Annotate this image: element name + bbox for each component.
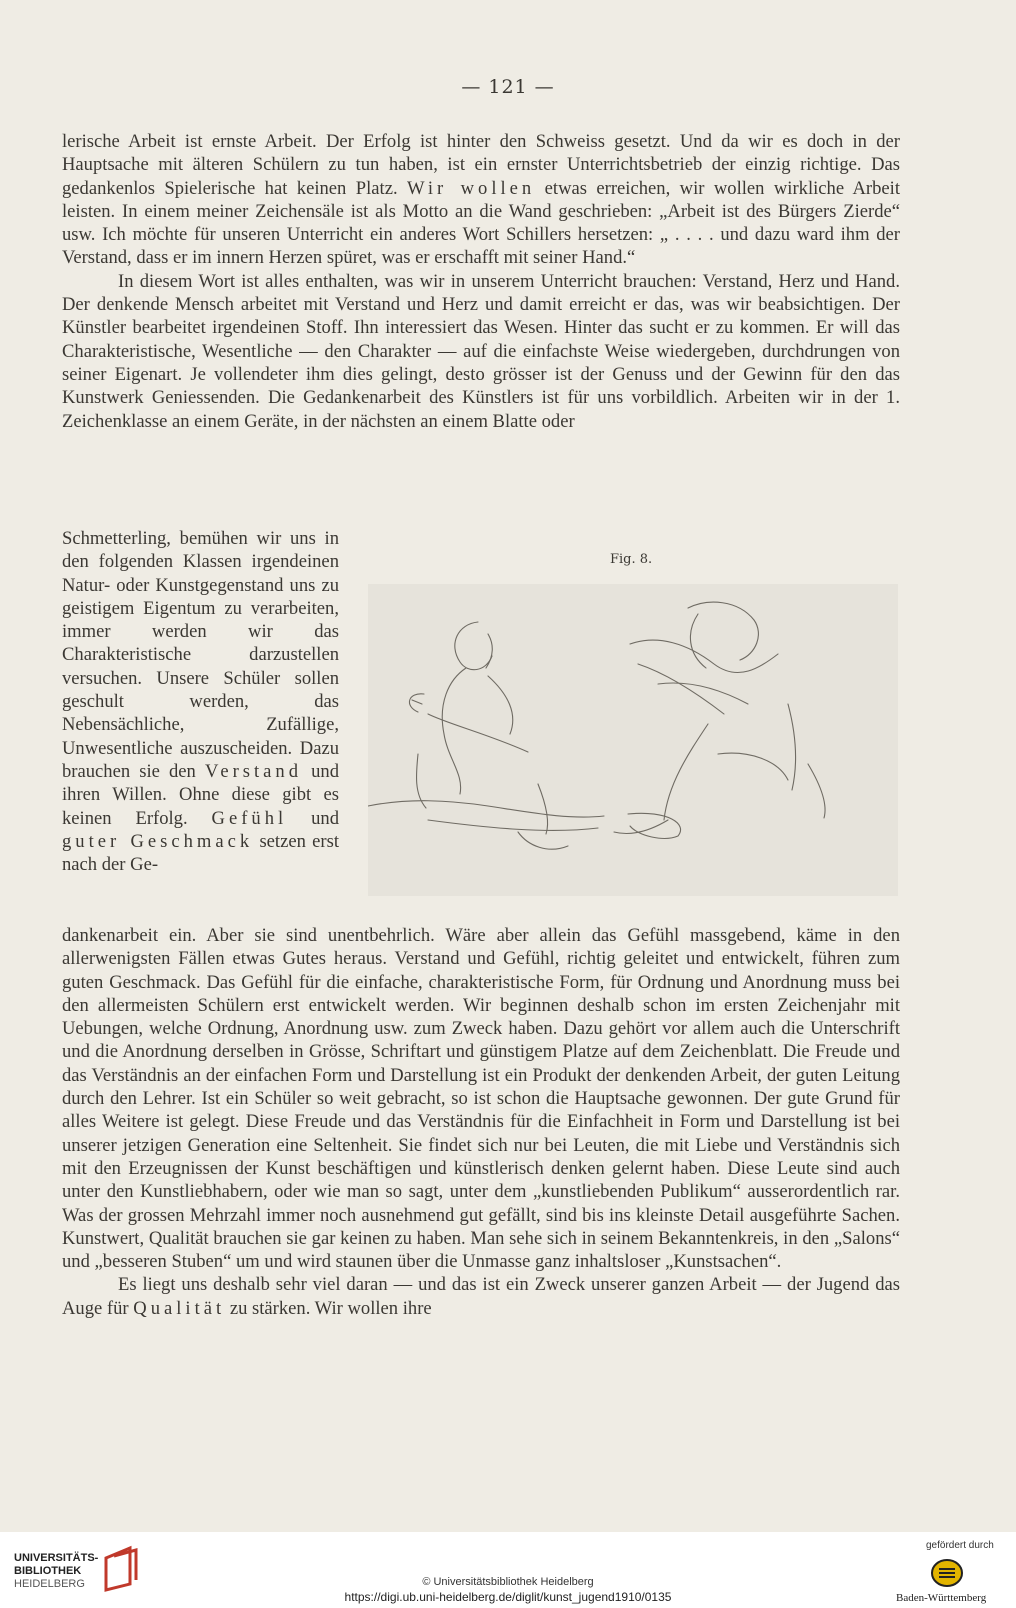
narrow-text-c: und xyxy=(311,807,339,829)
paragraph-1-cont: etwas erreichen, wir wollen wirkliche Arbeit leisten. In einem meiner Zeichensäle ist als Motto an die Wand geschrieben: „Arbeit ist des Bürgers Zierde“ usw. Ich möchte für unseren Unterricht ein anderes Wort Schillers hersetzen: „ . . . . und dazu ward ihm der Verstand, dass er im innern Herzen spüret, was er erschafft mit seiner Hand.“ xyxy=(62,177,900,269)
narrow-text-b: und ihren Willen. Ohne diese gibt es keinen Erfolg. xyxy=(62,760,340,829)
paragraph-3: dankenarbeit ein. Aber sie sind unentbehrlich. Wäre aber allein das Gefühl massgebend, käme in den allerwenigsten Fällen etwas Gutes heraus. Verstand und Gefühl, richtig geleitet und entwickelt, führen zum guten Geschmack. Das Gefühl für die einfache, charakteristische Form, für Ordnung und Anordnung muss bei den allermeisten Schülern erst entwickelt werden. Wir beginnen deshalb schon im ersten Zeichenjahr mit Uebungen, welche Ordnung, Anordnung usw. zum Zweck haben. Dazu gehört vor allem auch die Unterschrift und die Anordnung derselben in Grösse, Schriftart und günstigem Platze auf dem Zeichenblatt. Die Freude und das Verständnis an der einfachen Form und Darstellung ist ein Produkt der denkenden Arbeit, der guten Leitung durch den Lehrer. Ist ein Schüler so weit gebracht, so ist schon die Hauptsache gewonnen. Der gute Grund für alles Weitere ist gelegt. Diese Freude und das Verständnis für die Einfachheit in Form und Darstellung ist bei unserer jetzigen Generation eine Seltenheit. Sie findet sich nur bei Leuten, die mit Liebe und Verständnis sich mit den Erzeugnissen der Kunst beschäftigen und künstlerisch denken gelernt haben. Diese Leute sind auch unter den Kunstliebhabern, oder wie man so sagt, unter dem „kunstliebenden Publikum“ ausserordentlich rar. Was der grossen Mehrzahl immer noch ausnehmend gut gefällt, sind bis ins kleinste Detail ausgeführte Sachen. Kunstwert, Qualität brauchen sie gar keinen zu haben. Man sehe sich in seinem Bekanntenkreis, in den „Salons“ und „besseren Stuben“ um und wird staunen über die Unmasse ganz inhaltsloser „Kunstsachen“. xyxy=(62,925,900,1273)
figure-sketch-children xyxy=(368,584,898,896)
body-text-bottom xyxy=(62,924,900,1320)
permalink-url[interactable]: https://digi.ub.uni-heidelberg.de/diglit/kunst_jugend1910/0135 xyxy=(344,1590,672,1604)
logo-line-3: HEIDELBERG xyxy=(14,1578,85,1590)
logo-line-2: BIBLIOTHEK xyxy=(14,1565,82,1577)
logo-line-1: UNIVERSITÄTS- xyxy=(14,1552,99,1564)
body-text-narrow xyxy=(62,527,339,876)
emphasis-wir-wollen: Wir wollen xyxy=(407,177,536,199)
paragraph-4: Es liegt uns deshalb sehr viel daran — und das ist ein Zweck unserer ganzen Arbeit — der Jugend das Auge für xyxy=(62,1274,900,1319)
narrow-text-a: Schmetterling, bemühen wir uns in den folgenden Klassen irgendeinen Natur- oder Kunstgegenstand uns zu geistigem Eigentum zu verarbeiten, immer werden wir das Charakteristische darzustellen versuchen. Unsere Schüler sollen geschult werden, das Nebensächliche, Zufällige, Unwesentliche auszuscheiden. Dazu brauchen sie den xyxy=(62,528,339,782)
figure-caption: Fig. 8. xyxy=(610,552,653,567)
page-number: — 121 — xyxy=(461,76,555,98)
sketch-image xyxy=(368,584,898,896)
copyright-notice: © Universitätsbibliothek Heidelberg xyxy=(422,1576,594,1588)
footer-bar xyxy=(0,1532,1016,1608)
sponsor-label: gefördert durch xyxy=(926,1540,994,1551)
paragraph-2: In diesem Wort ist alles enthalten, was wir in unserem Unterricht brauchen: Verstand, Herz und Hand. Der denkende Mensch arbeitet mit Verstand und Herz und damit erreicht er das, was wir beabsichtigen. Der Künstler bearbeitet irgendeinen Stoff. Ihn interessiert das Wesen. Hinter das sucht er zu kommen. Er will das Charakteristische, Wesentliche — den Charakter — auf die einfachste Weise wiedergeben, durchdrungen von seiner Eigenart. Je vollendeter ihm dies gelingt, desto grösser ist der Genuss und der Gewinn für den das Kunstwerk Geniessenden. Die Gedankenarbeit des Künstlers ist für uns vorbildlich. Arbeiten wir in der 1. Zeichenklasse an einem Geräte, in der nächsten an einem Blatte oder xyxy=(62,270,900,432)
emphasis-guter-geschmack: guter Geschmack xyxy=(62,830,254,852)
sponsor-name: Baden-Württemberg xyxy=(896,1592,987,1604)
emphasis-qualitaet: Qualität xyxy=(133,1297,226,1319)
narrow-text-d: setzen erst nach der Ge- xyxy=(62,830,339,876)
state-seal-icon xyxy=(930,1558,964,1588)
paragraph-4-end: zu stärken. Wir wollen ihre xyxy=(229,1297,432,1319)
body-text-top xyxy=(62,130,900,433)
paragraph-1: lerische Arbeit ist ernste Arbeit. Der Erfolg ist hinter den Schweiss gesetzt. Und da wir es doch in der Hauptsache mit älteren Schülern zu tun haben, ist ein ernster Unterrichtsbetrieb der einzig richtige. Das gedankenlos Spielerische hat keinen Platz. xyxy=(62,131,900,199)
emphasis-gefuehl: Gefühl xyxy=(211,807,288,829)
emphasis-verstand: Verstand xyxy=(204,760,303,782)
